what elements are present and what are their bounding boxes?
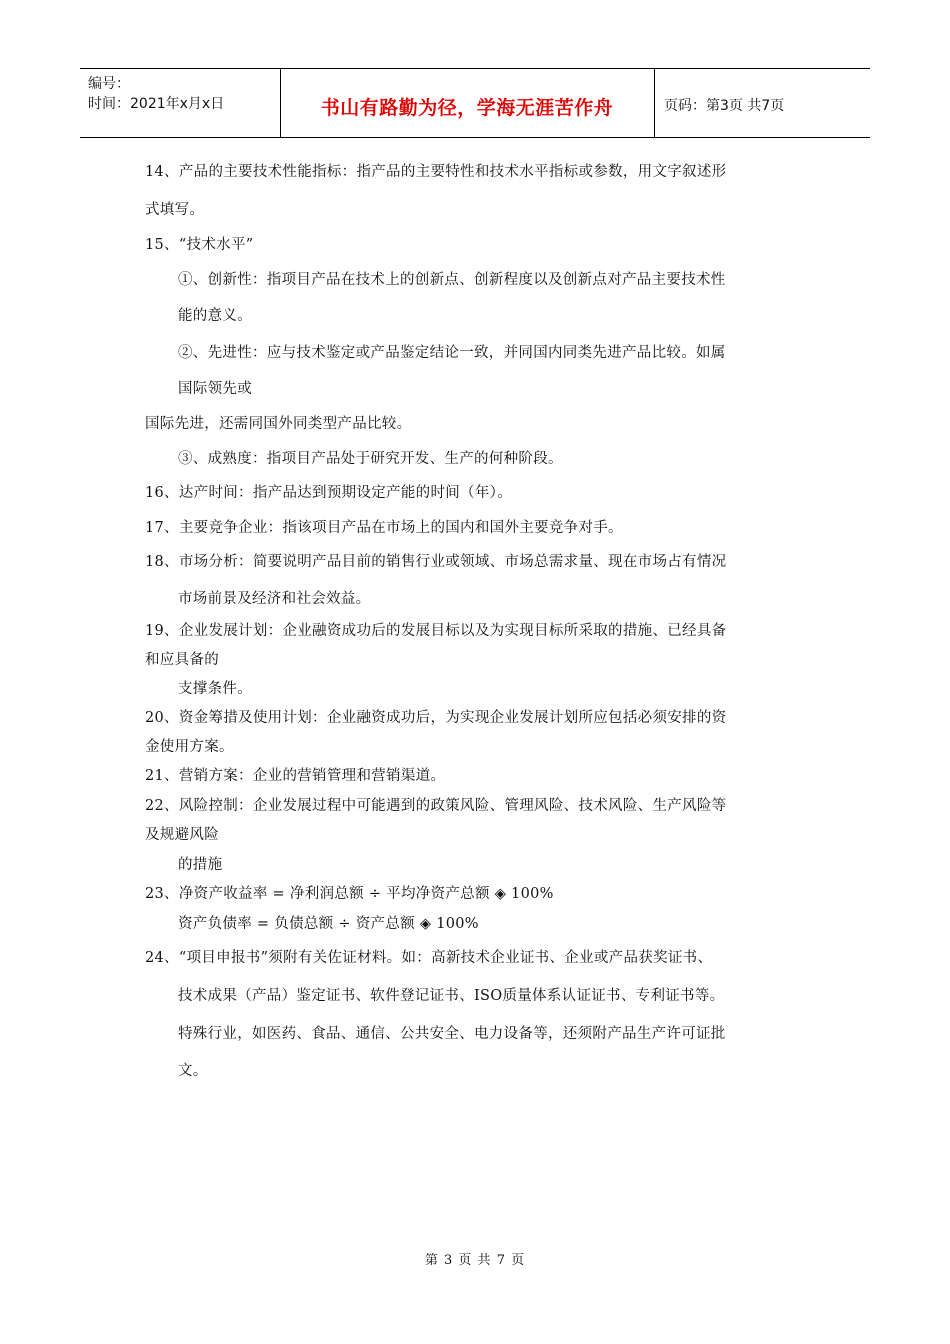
- body-line: 19、企业发展计划：企业融资成功后的发展目标以及为实现目标所采取的措施、已经具备: [145, 623, 727, 639]
- body-line: 市场前景及经济和社会效益。: [178, 591, 371, 607]
- page-header: [80, 68, 870, 138]
- formula-line: 资产负债率 = 负债总额 ÷ 资产总额 ◈ 100%: [178, 916, 479, 932]
- body-line: 金使用方案。: [145, 739, 234, 755]
- body-line: 的措施: [178, 857, 223, 873]
- body-line: 15、“技术水平”: [145, 237, 254, 253]
- header-motto: 书山有路勤为径，学海无涯苦作舟: [320, 97, 614, 119]
- body-line: 国际先进，还需同国外同类型产品比较。: [145, 416, 412, 432]
- header-left-cell: [80, 69, 281, 137]
- body-line: 能的意义。: [178, 308, 252, 324]
- body-line: ③、成熟度：指项目产品处于研究开发、生产的何种阶段。: [178, 451, 563, 467]
- body-line: 和应具备的: [145, 652, 219, 668]
- document-date: 时间：2021年x月x日: [88, 96, 225, 112]
- body-line: ②、先进性：应与技术鉴定或产品鉴定结论一致，并同国内同类先进产品比较。如属: [178, 345, 726, 361]
- body-line: 17、主要竞争企业：指该项目产品在市场上的国内和国外主要竞争对手。: [145, 520, 623, 536]
- document-number-label: 编号：: [88, 76, 130, 92]
- body-line: 24、“项目申报书”须附有关佐证材料。如：高新技术企业证书、企业或产品获奖证书、: [145, 950, 713, 966]
- header-right-cell: [654, 69, 870, 137]
- body-line: 18、市场分析：简要说明产品目前的销售行业或领域、市场总需求量、现在市场占有情况: [145, 554, 727, 570]
- body-line: 20、资金筹措及使用计划：企业融资成功后，为实现企业发展计划所应包括必须安排的资: [145, 710, 727, 726]
- header-page-info: 页码：第3页 共7页: [664, 98, 785, 114]
- body-line: 特殊行业，如医药、食品、通信、公共安全、电力设备等，还须附产品生产许可证批: [178, 1026, 726, 1042]
- body-line: 文。: [178, 1063, 208, 1079]
- body-line: 技术成果（产品）鉴定证书、软件登记证书、ISO质量体系认证证书、专利证书等。: [178, 988, 725, 1004]
- body-line: 支撑条件。: [178, 681, 252, 697]
- formula-line: 23、净资产收益率 = 净利润总额 ÷ 平均净资产总额 ◈ 100%: [145, 886, 554, 902]
- body-line: 14、产品的主要技术性能指标：指产品的主要特性和技术水平指标或参数，用文字叙述形: [145, 164, 727, 180]
- body-line: ①、创新性：指项目产品在技术上的创新点、创新程度以及创新点对产品主要技术性: [178, 272, 726, 288]
- page-footer: 第 3 页 共 7 页: [424, 1253, 526, 1268]
- body-line: 22、风险控制：企业发展过程中可能遇到的政策风险、管理风险、技术风险、生产风险等: [145, 798, 727, 814]
- body-line: 式填写。: [145, 202, 205, 218]
- body-line: 国际领先或: [178, 381, 252, 397]
- body-line: 21、营销方案：企业的营销管理和营销渠道。: [145, 768, 446, 784]
- body-line: 16、达产时间：指产品达到预期设定产能的时间（年）。: [145, 485, 512, 501]
- header-middle-cell: [280, 69, 655, 137]
- body-line: 及规避风险: [145, 827, 219, 843]
